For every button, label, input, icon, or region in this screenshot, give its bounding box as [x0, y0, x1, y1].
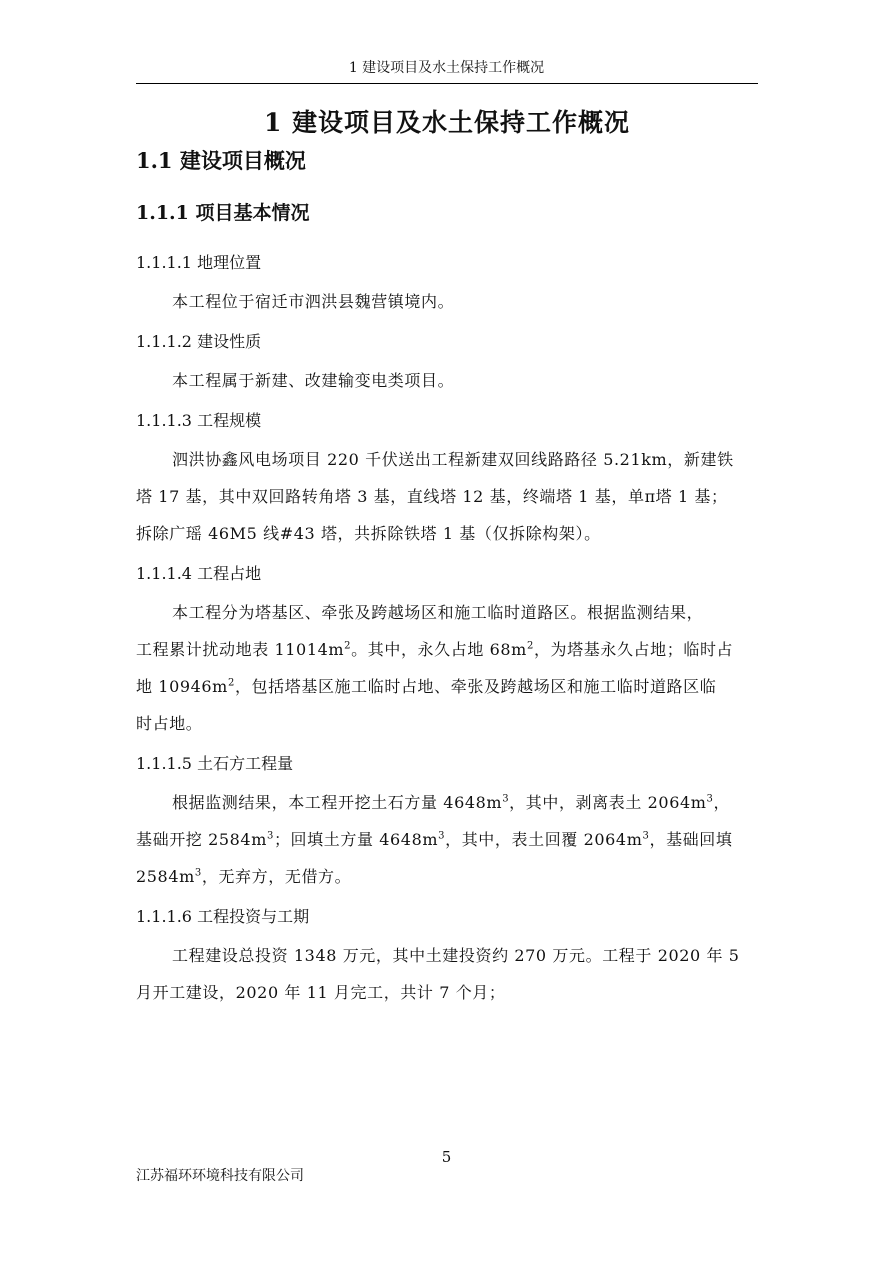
item-heading: 1.1.1.3 工程规模: [136, 411, 262, 430]
item-paragraph: [136, 441, 758, 552]
item-heading: 1.1.1.2 建设性质: [136, 332, 262, 351]
paragraph-line: 塔 17 基，其中双回路转角塔 3 基，直线塔 12 基，终端塔 1 基，单π塔 1 基；: [136, 487, 728, 506]
paragraph-line: 本工程位于宿迁市泗洪县魏营镇境内。: [172, 292, 455, 311]
item-list: [136, 251, 758, 1011]
chapter-title: 1 建设项目及水土保持工作概况: [263, 108, 631, 137]
paragraph-line: 基础开挖 $2584m^3$；回填土方量 $4648m^3$，其中，表土回覆 $2064m^3$，基础回填: [136, 830, 733, 849]
page-content: [136, 104, 758, 1011]
paragraph-line: 本工程属于新建、改建输变电类项目。: [172, 371, 455, 390]
paragraph-line: 地 $10946m^2$，包括塔基区施工临时占地、牵张及跨越场区和施工临时道路区临: [136, 677, 717, 696]
running-header: 1 建设项目及水土保持工作概况: [348, 60, 545, 76]
paragraph-line: 月开工建设，2020 年 11 月完工，共计 7 个月；: [136, 983, 506, 1002]
paragraph-line: $2584m^3$，无弃方，无借方。: [136, 867, 352, 886]
paragraph-line: 时占地。: [136, 714, 203, 733]
item-heading: 1.1.1.4 工程占地: [136, 564, 262, 583]
paragraph-line: 本工程分为塔基区、牵张及跨越场区和施工临时道路区。根据监测结果，: [172, 603, 704, 622]
item-heading: 1.1.1.6 工程投资与工期: [136, 907, 310, 926]
paragraph-line: 拆除广瑶 46M5 线#43 塔，共拆除铁塔 1 基（仅拆除构架）。: [136, 524, 601, 543]
item-paragraph: [136, 362, 758, 399]
item-paragraph: [136, 283, 758, 320]
paragraph-line: 泗洪协鑫风电场项目 220 千伏送出工程新建双回线路路径 5.21km，新建铁: [172, 450, 734, 469]
page-number: 5: [441, 1148, 452, 1166]
paragraph-line: 工程累计扰动地表 $11014m^2$。其中，永久占地 $68m^2$，为塔基永久占地；临时占: [136, 640, 734, 659]
paragraph-line: 根据监测结果，本工程开挖土石方量 $4648m^3$，其中，剥离表土 $2064m^3$，: [172, 793, 731, 812]
paragraph-line: 工程建设总投资 1348 万元，其中土建投资约 270 万元。工程于 2020 年 5: [172, 946, 740, 965]
item-paragraph: [136, 784, 758, 895]
item-paragraph: [136, 594, 758, 742]
subsection-heading: 1.1.1 项目基本情况: [136, 202, 310, 224]
header-rule: [136, 83, 758, 84]
footer-company: 江苏福环环境科技有限公司: [136, 1168, 304, 1184]
section-heading: 1.1 建设项目概况: [136, 148, 306, 173]
item-paragraph: [136, 937, 758, 1011]
item-heading: 1.1.1.5 土石方工程量: [136, 754, 294, 773]
item-heading: 1.1.1.1 地理位置: [136, 253, 262, 272]
